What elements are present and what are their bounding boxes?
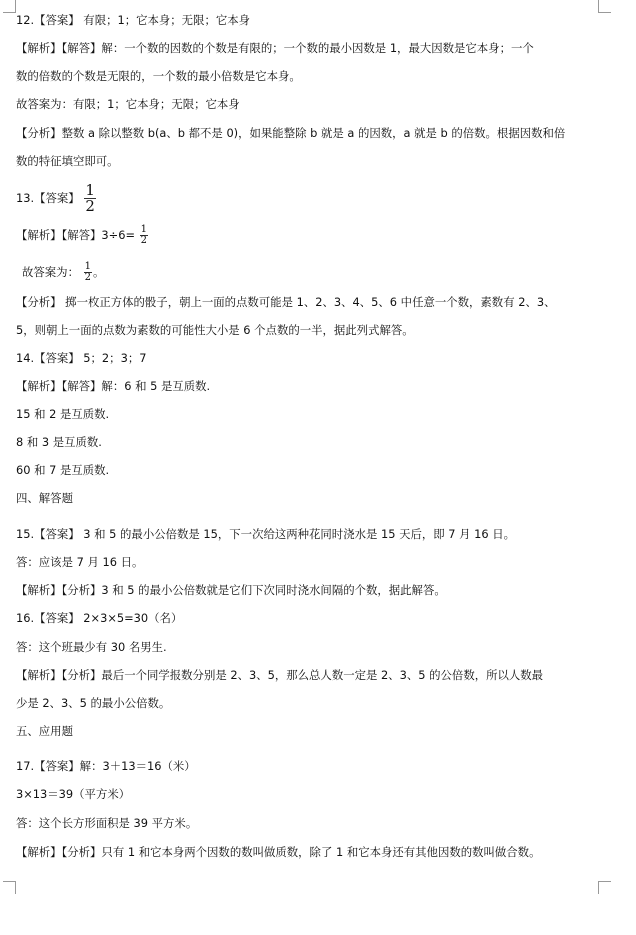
q15-answer: 15.【答案】 3 和 5 的最小公倍数是 15，下一次给这两种花同时浇水是 15 天后，即 7 月 16 日。 <box>16 527 516 541</box>
fraction-denominator: 2 <box>84 272 91 283</box>
q16-reply: 答：这个班最少有 30 名男生. <box>16 640 167 654</box>
q16-explanation-line2: 少是 2、3、5 的最小公倍数。 <box>16 696 171 710</box>
fraction-numerator: 1 <box>85 181 95 199</box>
q13-answer <box>16 183 606 214</box>
q12-explanation-line1: 【分析】整数 a 除以整数 b(a、b 都不是 0)，如果能整除 b 就是 a 的因数，a 就是 b 的倍数。根据因数和倍 <box>16 126 566 140</box>
q12-analysis-line1: 【解析】【解答】解：一个数的因数的个数是有限的；一个数的最小因数是 1，最大因数是它本身；一个 <box>16 41 534 55</box>
section-heading-5: 五、应用题 <box>16 724 73 738</box>
q12-answer: 12.【答案】 有限；1；它本身；无限；它本身 <box>16 13 251 27</box>
q13-analysis <box>16 225 606 246</box>
q15-explanation: 【解析】【分析】3 和 5 的最小公倍数就是它们下次同时浇水间隔的个数，据此解答。 <box>16 583 446 597</box>
q13-conclusion-label: 故答案为： <box>22 265 79 279</box>
q14-analysis-line2: 15 和 2 是互质数. <box>16 407 110 421</box>
q13-answer-fraction <box>84 183 96 214</box>
q12-analysis-line2: 数的倍数的个数是无限的，一个数的最小倍数是它本身。 <box>16 69 301 83</box>
q14-analysis-line1: 【解析】【解答】解：6 和 5 是互质数. <box>16 379 211 393</box>
q12-explanation-line2: 数的特征填空即可。 <box>16 154 119 168</box>
corner-mark-bottom-left <box>3 881 16 894</box>
q13-explanation-line1: 【分析】 掷一枚正方体的骰子，朝上一面的点数可能是 1、2、3、4、5、6 中任意一个数，素数有 2、3、 <box>16 295 556 309</box>
q15-reply: 答：应该是 7 月 16 日。 <box>16 555 144 569</box>
q12-conclusion: 故答案为：有限；1；它本身；无限；它本身 <box>16 97 240 111</box>
fraction-denominator: 2 <box>85 197 95 215</box>
q16-explanation-line1: 【解析】【分析】最后一个同学报数分别是 2、3、5，那么总人数一定是 2、3、5 的公倍数，所以人数最 <box>16 668 544 682</box>
q17-answer: 17.【答案】解：3＋13＝16（米） <box>16 759 196 773</box>
q13-answer-label: 13.【答案】 <box>16 191 80 205</box>
q17-step: 3×13＝39（平方米） <box>16 787 131 801</box>
corner-mark-top-left <box>3 0 16 13</box>
fraction-numerator: 1 <box>84 261 91 272</box>
q13-conclusion-fraction <box>84 262 92 283</box>
q14-analysis-line4: 60 和 7 是互质数. <box>16 463 110 477</box>
q14-analysis-line3: 8 和 3 是互质数. <box>16 435 102 449</box>
fraction-numerator: 1 <box>140 224 148 235</box>
q17-reply: 答：这个长方形面积是 39 平方米。 <box>16 816 198 830</box>
q13-analysis-fraction <box>140 225 148 246</box>
q13-explanation-line2: 5，则朝上一面的点数为素数的可能性大小是 6 个点数的一半，据此列式解答。 <box>16 323 414 337</box>
q14-answer: 14.【答案】 5；2；3；7 <box>16 351 147 365</box>
q13-analysis-label: 【解析】【解答】3÷6= <box>16 228 136 242</box>
fraction-denominator: 2 <box>140 235 148 246</box>
q13-conclusion <box>22 262 612 283</box>
corner-mark-bottom-right <box>598 881 611 894</box>
q13-conclusion-period: 。 <box>92 265 105 279</box>
q17-explanation: 【解析】【分析】只有 1 和它本身两个因数的数叫做质数，除了 1 和它本身还有其他因数的数叫做合数。 <box>16 845 541 859</box>
q16-answer: 16.【答案】 2×3×5=30（名） <box>16 611 183 625</box>
section-heading-4: 四、解答题 <box>16 491 73 505</box>
